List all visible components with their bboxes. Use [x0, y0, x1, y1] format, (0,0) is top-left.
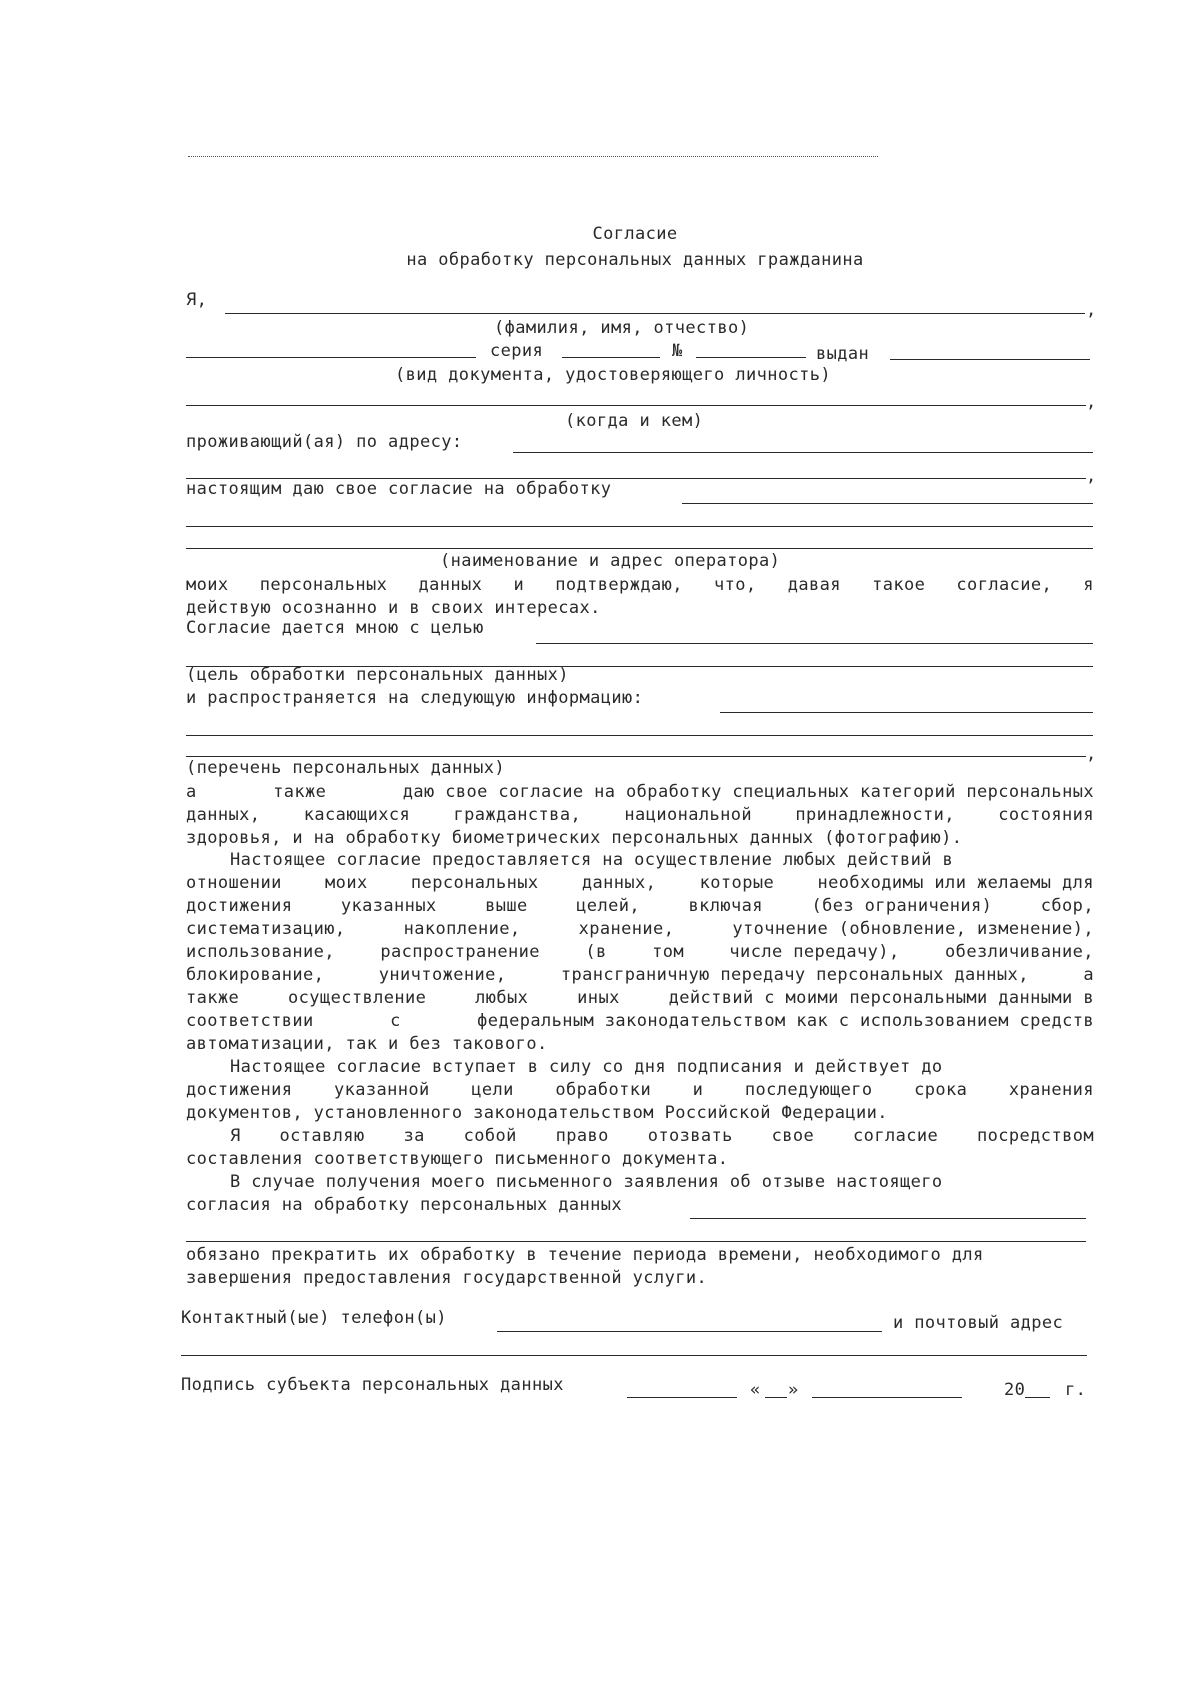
- document-subtitle: на обработку персональных данных гражданина: [406, 250, 864, 270]
- text-line: а также даю свое согласие на обработку специальных категорий персональных: [186, 782, 1094, 802]
- signature-label: Подпись субъекта персональных данных: [181, 1375, 564, 1395]
- text-line: автоматизации, так и без такового.: [186, 1034, 548, 1054]
- purpose-hint: (цель обработки персональных данных): [186, 665, 569, 685]
- issuer-hint: (когда и кем): [565, 411, 704, 431]
- document-type-line[interactable]: [186, 357, 476, 358]
- text-line: использование, распространение (в том числе передачу), обезличивание,: [186, 942, 1094, 962]
- comma-mark: ,: [1086, 300, 1097, 320]
- year-suffix: г.: [1065, 1380, 1087, 1400]
- info-label: и распространяется на следующую информацию:: [186, 688, 644, 708]
- signature-input-line[interactable]: [627, 1397, 737, 1398]
- text-line: соответствии с федеральным законодательством как с использованием средств: [186, 1011, 1094, 1031]
- date-close-quote: »: [788, 1380, 799, 1400]
- text-line: действую осознанно и в своих интересах.: [186, 598, 601, 618]
- document-title: Согласие: [592, 224, 678, 244]
- seria-input-line[interactable]: [562, 357, 660, 358]
- text-line: завершения предоставления государственной услуги.: [186, 1268, 708, 1288]
- year-input-line[interactable]: [1025, 1397, 1050, 1398]
- text-line: данных, касающихся гражданства, национальной принадлежности, состояния: [186, 805, 1094, 825]
- date-open-quote: «: [750, 1380, 761, 1400]
- info-input-line-3[interactable]: [186, 756, 1086, 757]
- info-input-line-1[interactable]: [720, 712, 1093, 713]
- phone-input-line[interactable]: [497, 1331, 882, 1332]
- comma-mark: ,: [1086, 466, 1097, 486]
- purpose-label: Согласие дается мною с целью: [186, 618, 484, 638]
- withdraw-input-line-2[interactable]: [186, 1241, 1086, 1242]
- day-input-line[interactable]: [765, 1397, 787, 1398]
- seria-label: серия: [490, 341, 544, 361]
- operator-input-line-2[interactable]: [186, 526, 1093, 527]
- operator-input-line-3[interactable]: [186, 548, 1093, 549]
- operator-hint: (наименование и адрес оператора): [440, 551, 781, 571]
- text-line: блокирование, уничтожение, трансграничную передачу персональных данных, а: [186, 965, 1094, 985]
- text-line: достижения указанной цели обработки и последующего срока хранения: [186, 1080, 1094, 1100]
- postal-input-line[interactable]: [181, 1355, 1087, 1356]
- top-dotted-rule: [188, 156, 878, 157]
- text-line: достижения указанных выше целей, включая (без ограничения) сбор,: [186, 896, 1094, 916]
- month-input-line[interactable]: [812, 1397, 962, 1398]
- i-label: Я,: [186, 290, 208, 310]
- fio-hint: (фамилия, имя, отчество): [494, 318, 750, 338]
- comma-mark: ,: [1086, 744, 1097, 764]
- text-line: документов, установленного законодательством Российской Федерации.: [186, 1103, 888, 1123]
- comma-mark: ,: [1086, 392, 1097, 412]
- info-input-line-2[interactable]: [186, 735, 1093, 736]
- list-hint: (перечень персональных данных): [186, 758, 506, 778]
- number-label: №: [672, 341, 683, 361]
- text-line: моих персональных данных и подтверждаю, что, давая такое согласие, я: [186, 575, 1094, 595]
- text-line: обязано прекратить их обработку в течение периода времени, необходимого для: [186, 1245, 984, 1265]
- text-line: Настоящее согласие предоставляется на осуществление любых действий в: [230, 850, 954, 870]
- text-line: систематизацию, накопление, хранение, уточнение (обновление, изменение),: [186, 919, 1094, 939]
- text-line: составления соответствующего письменного документа.: [186, 1149, 729, 1169]
- withdraw-text: В случае получения моего письменного заявления об отзыве настоящего: [230, 1172, 943, 1192]
- issuer-input-line[interactable]: [186, 405, 1086, 406]
- issued-input-line[interactable]: [890, 359, 1090, 360]
- consent-label: настоящим даю свое согласие на обработку: [186, 479, 612, 499]
- withdraw-input-line-1[interactable]: [690, 1218, 1086, 1219]
- address-label: проживающий(ая) по адресу:: [186, 432, 463, 452]
- document-type-hint: (вид документа, удостоверяющего личность): [395, 365, 832, 385]
- year-prefix: 20: [1004, 1380, 1026, 1400]
- operator-input-line-1[interactable]: [682, 503, 1093, 504]
- text-line: здоровья, и на обработку биометрических персональных данных (фотографию).: [186, 828, 963, 848]
- issued-label: выдан: [816, 344, 870, 364]
- purpose-input-line-1[interactable]: [536, 643, 1093, 644]
- text-line: Настоящее согласие вступает в силу со дня подписания и действует до: [230, 1057, 943, 1077]
- text-line: также осуществление любых иных действий с моими персональными данными в: [186, 988, 1094, 1008]
- phone-label: Контактный(ые) телефон(ы): [181, 1308, 447, 1328]
- withdraw-text: согласия на обработку персональных данных: [186, 1195, 623, 1215]
- text-line: Я оставляю за собой право отозвать свое согласие посредством: [230, 1126, 1094, 1146]
- fio-input-line[interactable]: [225, 313, 1085, 314]
- postal-label: и почтовый адрес: [893, 1313, 1064, 1333]
- address-input-line-1[interactable]: [513, 452, 1093, 453]
- number-input-line[interactable]: [696, 357, 806, 358]
- text-line: отношении моих персональных данных, которые необходимы или желаемы для: [186, 873, 1094, 893]
